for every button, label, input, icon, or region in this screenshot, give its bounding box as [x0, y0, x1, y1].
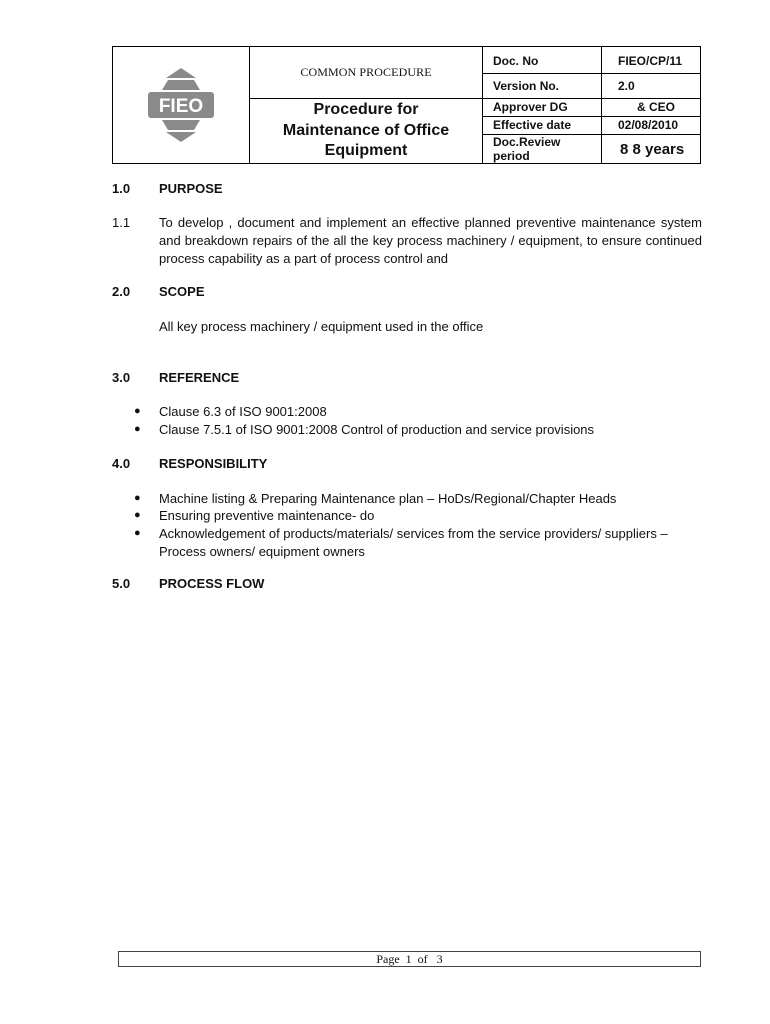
bullet-icon: ●	[134, 405, 141, 417]
title-line-3: Equipment	[324, 142, 408, 160]
section-heading-process-flow: PROCESS FLOW	[159, 576, 265, 591]
reference-item: Clause 6.3 of ISO 9001:2008	[159, 404, 327, 419]
common-procedure-label: COMMON PROCEDURE	[300, 65, 432, 79]
bullet-icon: ●	[134, 527, 141, 539]
section-heading-scope: SCOPE	[159, 284, 205, 299]
fieo-logo-icon	[146, 66, 216, 144]
version-label: Version No.	[493, 79, 560, 93]
review-label-line-1: Doc.Review	[493, 135, 561, 149]
responsibility-item: Acknowledgement of products/materials/ services from the service providers/ suppliers – Process owners/ equipment owners	[159, 526, 668, 559]
section-heading-purpose: PURPOSE	[159, 181, 223, 196]
purpose-text: To develop , document and implement an effective planned preventive maintenance system and breakdown repairs of the all the key process machinery / equipment, to ensure continued process capability as a part of process control and	[159, 215, 702, 266]
section-number-process-flow: 5.0	[112, 576, 131, 591]
review-period-value: 8 8 years	[620, 141, 685, 158]
approver-value: & CEO	[637, 100, 676, 114]
section-heading-reference: REFERENCE	[159, 370, 240, 385]
bullet-icon: ●	[134, 492, 141, 504]
title-line-2: Maintenance of Office	[282, 121, 450, 139]
doc-no-label: Doc. No	[493, 54, 539, 68]
review-period-label	[493, 135, 560, 163]
logo-text: FIEO	[158, 96, 204, 117]
section-number-scope: 2.0	[112, 284, 131, 299]
bullet-icon: ●	[134, 423, 141, 435]
responsibility-item: Machine listing & Preparing Maintenance plan – HoDs/Regional/Chapter Heads	[159, 491, 617, 506]
version-value: 2.0	[618, 79, 635, 93]
logo-cell	[113, 47, 249, 163]
section-number-responsibility: 4.0	[112, 456, 131, 471]
approver-label: Approver DG	[493, 100, 568, 114]
subsection-number: 1.1	[112, 215, 131, 230]
scope-text: All key process machinery / equipment used in the office	[159, 319, 484, 334]
effective-date-label: Effective date	[493, 118, 572, 132]
review-label-line-2: period	[493, 149, 530, 163]
section-number-reference: 3.0	[112, 370, 131, 385]
section-number-purpose: 1.0	[112, 181, 131, 196]
page-number: Page 1 of 3	[376, 951, 443, 966]
page-footer	[118, 951, 701, 967]
bullet-icon: ●	[134, 509, 141, 521]
doc-no-value: FIEO/CP/11	[618, 54, 683, 68]
title-line-1: Procedure for	[313, 101, 419, 119]
effective-date-value: 02/08/2010	[618, 118, 679, 132]
reference-item: Clause 7.5.1 of ISO 9001:2008 Control of production and service provisions	[159, 422, 595, 437]
section-heading-responsibility: RESPONSIBILITY	[159, 456, 268, 471]
responsibility-item: Ensuring preventive maintenance- do	[159, 508, 375, 523]
header-table	[112, 46, 701, 164]
document-title	[250, 99, 482, 163]
